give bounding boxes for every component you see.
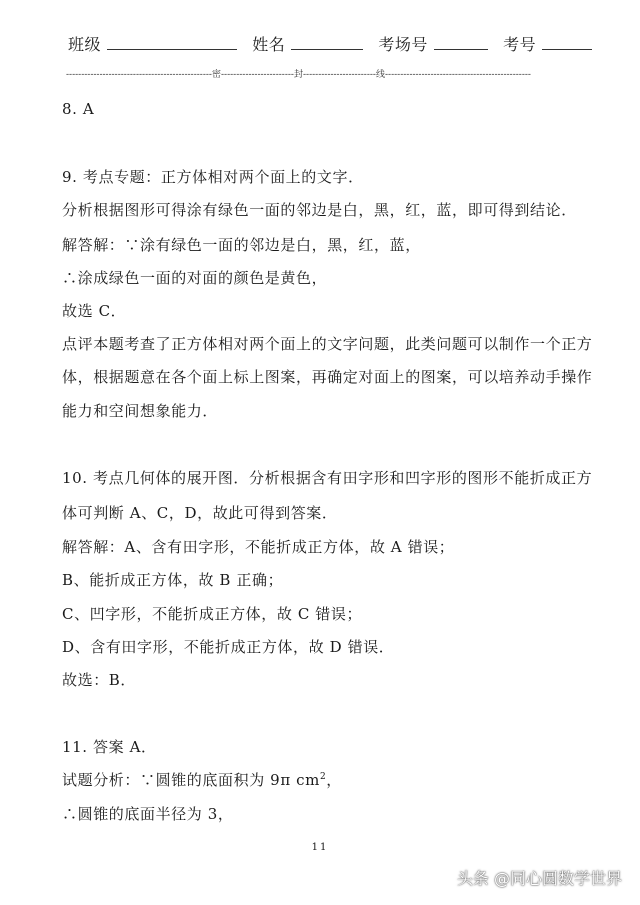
seal-dash: ------------------------------------------------ (66, 70, 212, 80)
answer-9-comment-1: 点评本题考查了正方体相对两个面上的文字问题，此类问题可以制作一个正方 (62, 335, 593, 353)
answer-11-analysis-text: 试题分析：∵圆锥的底面积为 9π cm (62, 771, 320, 789)
class-blank (107, 35, 237, 50)
answer-9-comment-2: 体，根据题意在各个面上标上图案，再确定对面上的图案，可以培养动手操作 (62, 368, 593, 386)
seal-dash: ------------------------------------------------ (384, 70, 531, 80)
answer-9-comment-3: 能力和空间想象能力． (62, 402, 219, 420)
seal-dash: ------------------------ (302, 70, 376, 80)
answer-11-answer: 11. 答案 A． (62, 738, 157, 756)
answer-11-comma: ， (326, 771, 342, 789)
room-blank (434, 35, 488, 50)
seal-line (66, 67, 566, 80)
seal-mi: 密 (211, 70, 221, 80)
answer-10-option-b: B、能折成正方体，故 B 正确； (62, 571, 284, 589)
seal-feng: 封 (293, 70, 303, 80)
answer-10-topic-cont: 体可判断 A、C，D，故此可得到答案． (62, 504, 338, 522)
number-label: 考号 (503, 35, 537, 54)
answer-10-option-d: D、含有田字形，不能折成正方体，故 D 错误． (62, 638, 395, 656)
seal-dash: ------------------------ (220, 70, 294, 80)
seal-xian: 线 (375, 70, 385, 80)
answer-9-conclusion: ∴涂成绿色一面的对面的颜色是黄色， (62, 269, 328, 287)
answer-8: 8. A (62, 100, 95, 118)
answer-10-topic: 10. 考点几何体的展开图．分析根据含有田字形和凹字形的图形不能折成正方 (62, 469, 593, 487)
answer-11-analysis (62, 769, 342, 790)
page-number: 11 (311, 842, 329, 853)
number-blank (542, 35, 592, 50)
answer-9-solution: 解答解：∵涂有绿色一面的邻边是白，黑，红，蓝， (62, 236, 421, 254)
exam-header (68, 32, 588, 55)
watermark: 头条 @同心圆数学世界 (456, 869, 622, 888)
answer-9-choice: 故选 C． (62, 302, 127, 320)
class-label: 班级 (68, 35, 102, 54)
answer-10-option-a: 解答解：A、含有田字形，不能折成正方体，故 A 错误； (62, 538, 455, 556)
answer-9-analysis: 分析根据图形可得涂有绿色一面的邻边是白，黑，红，蓝，即可得到结论． (62, 201, 577, 219)
superscript-2: 2 (319, 772, 327, 782)
answer-11-radius: ∴圆锥的底面半径为 3， (62, 805, 234, 823)
answer-10-choice: 故选：B． (62, 671, 137, 689)
answer-9-topic: 9. 考点专题：正方体相对两个面上的文字． (62, 168, 364, 186)
answer-10-option-c: C、凹字形，不能折成正方体，故 C 错误； (62, 605, 363, 623)
room-label: 考场号 (378, 35, 428, 54)
name-blank (291, 35, 363, 50)
name-label: 姓名 (252, 35, 286, 54)
